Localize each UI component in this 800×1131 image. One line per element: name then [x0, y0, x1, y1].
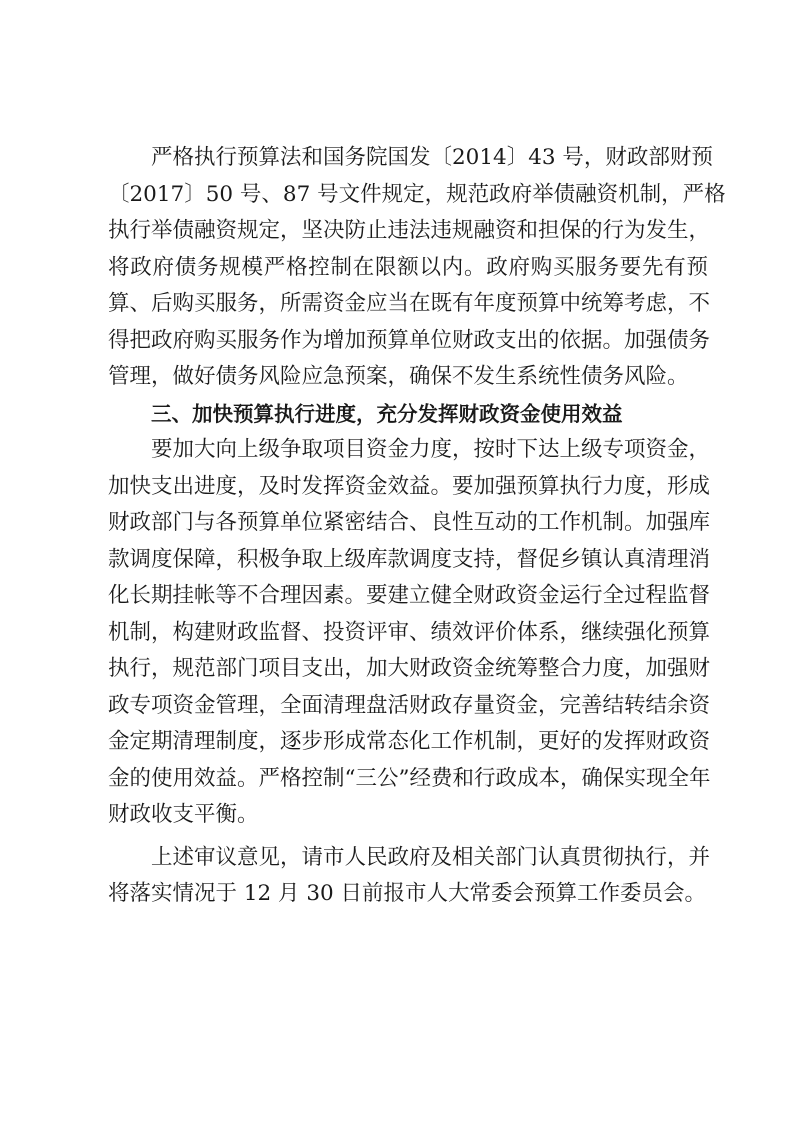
document-body [108, 140, 726, 913]
text-line: 执行，规范部门项目支出，加大财政资金统筹整合力度，加强财 [108, 656, 711, 681]
text-line: 得把政府购买服务作为增加预算单位财政支出的依据。加强债务 [108, 327, 711, 353]
text-line: 金的使用效益。严格控制“三公”经费和行政成本，确保实现全年 [108, 765, 711, 791]
text-line: 将落实情况于 12 月 30 日前报市人大常委会预算工作委员会。 [108, 881, 707, 906]
text-line: 〔2017〕50 号、87 号文件规定，规范政府举债融资机制，严格 [108, 181, 726, 207]
text-line: 款调度保障，积极争取上级库款调度支持，督促乡镇认真清理消 [108, 546, 711, 572]
text-line: 化长期挂帐等不合理因素。要建立健全财政资金运行全过程监督 [108, 583, 711, 608]
text-line: 金定期清理制度，逐步形成常态化工作机制，更好的发挥财政资 [108, 729, 711, 754]
text-line: 财政部门与各预算单位紧密结合、良性互动的工作机制。加强库 [108, 510, 711, 535]
section-heading: 三、加快预算执行进度，充分发挥财政资金使用效益 [151, 401, 623, 426]
text-line: 执行举债融资规定，坚决防止违法违规融资和担保的行为发生， [108, 218, 711, 243]
paragraph-budget-execution [108, 432, 711, 834]
text-line: 严格执行预算法和国务院国发〔2014〕43 号，财政部财预 [151, 145, 713, 170]
text-line: 算、后购买服务，所需资金应当在既有年度预算中统筹考虑，不 [108, 291, 711, 316]
text-line: 将政府债务规模严格控制在限额以内。政府购买服务要先有预 [108, 254, 708, 280]
text-line: 财政收支平衡。 [108, 802, 259, 827]
text-line: 管理，做好债务风险应急预案，确保不发生系统性债务风险。 [108, 364, 689, 389]
paragraph-budget-law [108, 140, 726, 396]
paragraph-conclusion [108, 840, 711, 913]
text-line: 加快支出进度，及时发挥资金效益。要加强预算执行力度，形成 [108, 473, 711, 499]
text-line: 上述审议意见，请市人民政府及相关部门认真贯彻执行，并 [151, 844, 711, 870]
text-line: 机制，构建财政监督、投资评审、绩效评价体系，继续强化预算 [108, 619, 711, 645]
text-line: 政专项资金管理，全面清理盘活财政存量资金，完善结转结余资 [108, 692, 711, 718]
text-line: 要加大向上级争取项目资金力度，按时下达上级专项资金， [151, 437, 711, 462]
